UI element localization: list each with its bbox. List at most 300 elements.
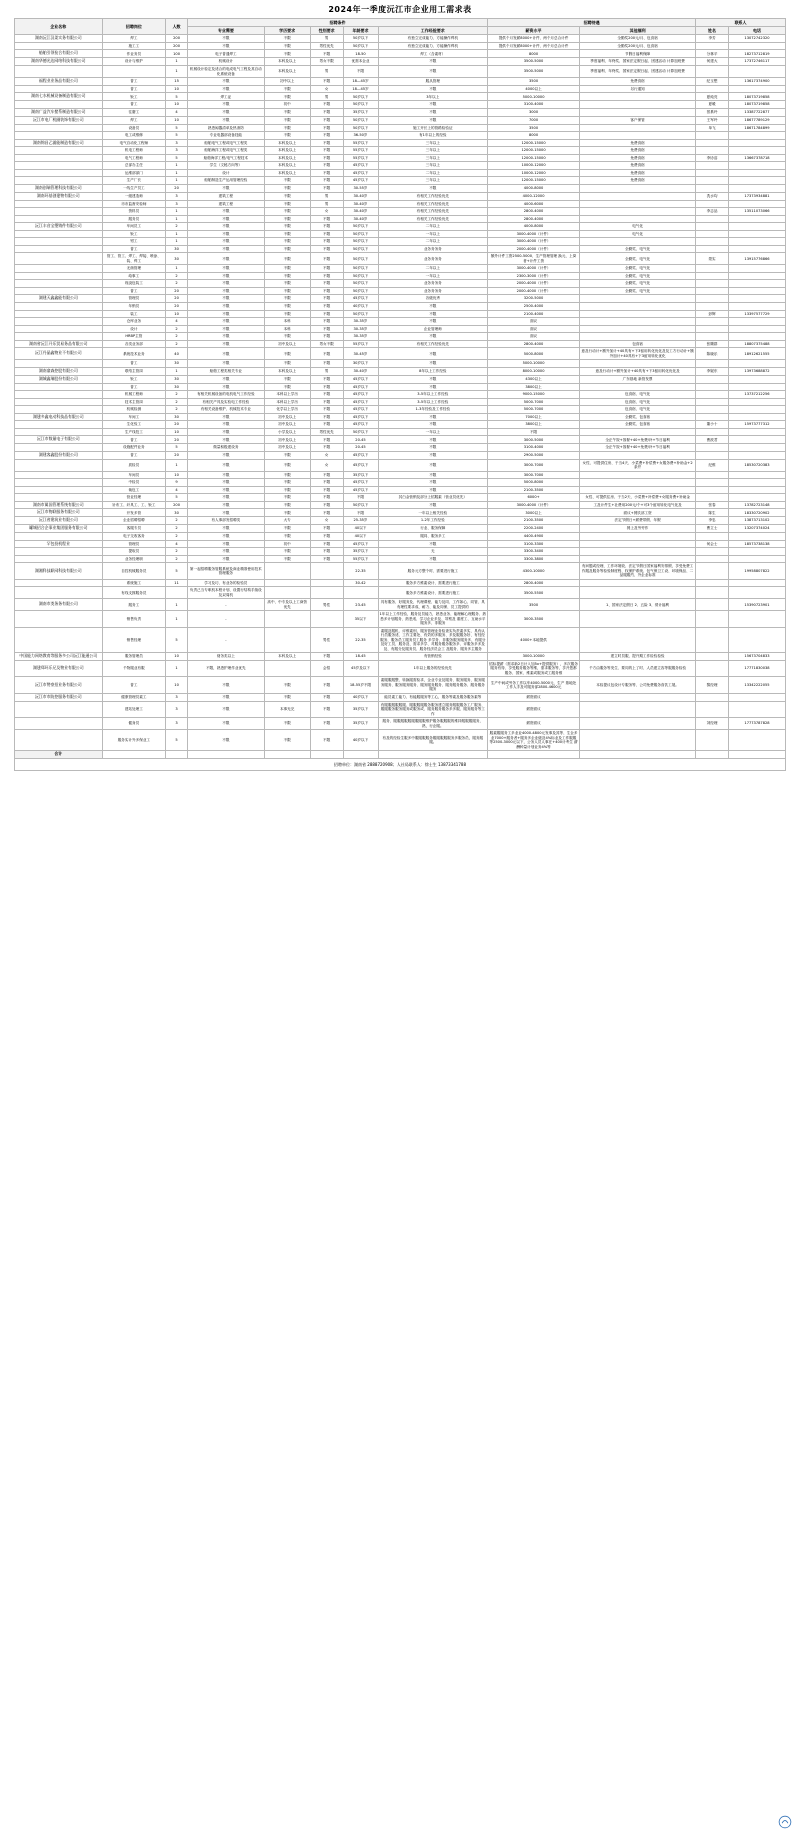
gender-requirement: 不限 [310, 116, 343, 124]
major-requirement: 不限 [188, 230, 265, 237]
experience-requirement: 不限 [378, 108, 488, 116]
headcount [166, 587, 188, 599]
gender-requirement: 不限 [310, 479, 343, 486]
gender-requirement: 不限 [310, 718, 343, 730]
salary: 2100-4000 [488, 310, 580, 317]
major-requirement: 不限 [188, 208, 265, 215]
table-row [15, 718, 786, 730]
gender-requirement: 不限 [310, 325, 343, 332]
headcount: 1 [166, 208, 188, 215]
age-requirement: 30-40岁 [343, 367, 378, 375]
table-row [15, 208, 786, 215]
gender-requirement: 不限 [310, 413, 343, 421]
headcount: 5 [166, 93, 188, 101]
job-title: 电气自动化工程师 [102, 139, 166, 147]
gender-requirement: 不限 [310, 310, 343, 317]
major-requirement: - [188, 611, 265, 627]
experience-requirement: 不限 [378, 184, 488, 192]
table-row [15, 184, 786, 192]
experience-requirement: 有独立完成能力、方能操作焊机 [378, 35, 488, 43]
salary: 3500 [488, 78, 580, 86]
contact-name: 董小十 [696, 421, 729, 428]
education-requirement: 不限 [264, 501, 310, 509]
table-row [15, 459, 786, 471]
headcount: 10 [166, 85, 188, 92]
benefits: 包食宿、电气化 [580, 398, 696, 405]
contact-phone [728, 245, 785, 252]
job-title: HRBP主管 [102, 333, 166, 340]
table-row [15, 563, 786, 579]
table-row [15, 58, 786, 66]
table-body [15, 35, 786, 771]
table-row [15, 533, 786, 540]
table-row [15, 677, 786, 693]
contact-phone [728, 230, 785, 237]
salary: 7000 [488, 116, 580, 124]
th-contact-group: 联系人 [696, 19, 786, 27]
job-title: 焊工 [102, 35, 166, 43]
company-name: 湖南省沅江开乐贸易务品有限公司 [15, 340, 103, 348]
experience-requirement: 3年以上 [378, 93, 488, 101]
benefits: 建立时员服、提升期工作检验检验 [580, 653, 696, 661]
experience-requirement: 有相关工作经验优先 [378, 215, 488, 222]
table-row [15, 579, 786, 586]
headcount: 2 [166, 548, 188, 555]
experience-requirement: 1-3年经验及工作经验 [378, 406, 488, 413]
age-requirement: 30-42 [343, 579, 378, 586]
benefits [580, 730, 696, 751]
table-row [15, 139, 786, 147]
age-requirement: 50岁以下 [343, 42, 378, 49]
benefits: 全勤奖200元/月、包食宿 [580, 42, 696, 49]
job-title: 有线支撑服务员 [102, 587, 166, 599]
contact-phone: 18912621555 [728, 348, 785, 360]
company-name: 湖南市属国管理系统有限公司 [15, 501, 103, 509]
gender-requirement: 女 [310, 451, 343, 459]
benefits [580, 587, 696, 599]
gender-requirement: 不限 [310, 701, 343, 717]
gender-requirement [310, 587, 343, 599]
salary: 5000-7000 [488, 398, 580, 405]
gender-requirement: 不限 [310, 215, 343, 222]
experience-requirement: 不限 [378, 444, 488, 451]
contact-phone: 13973688872 [728, 367, 785, 375]
major-requirement: 不限 [188, 471, 265, 478]
job-title: 仓库业务 [102, 318, 166, 325]
education-requirement: 不限 [264, 35, 310, 43]
contact-phone: 19958807822 [728, 563, 785, 579]
education-requirement [264, 611, 310, 627]
gender-requirement: 不限 [310, 272, 343, 279]
contact-phone: 13342222055 [728, 677, 785, 693]
job-title: 管理员 [102, 540, 166, 548]
benefits: 意及行动计+额外加计+40具有+下3留用转化优化及及工方行动计+额外加计+40具有+下3留用转化优化 [581, 349, 694, 358]
age-requirement: 45岁以下 [343, 413, 378, 421]
company-name: 湖南市类务务有限公司 [15, 599, 103, 611]
experience-requirement: 3-5年以上工作经验 [378, 391, 488, 398]
job-title: 业务经理职 [102, 555, 166, 562]
headcount: 2 [166, 525, 188, 533]
salary: 3000-4000（计件） [488, 265, 580, 272]
experience-requirement: 有营销经验 [378, 653, 488, 661]
contact-name [696, 200, 729, 207]
gender-requirement: 不限 [310, 287, 343, 294]
age-requirement: 50岁以下 [343, 93, 378, 101]
headcount: 3 [166, 200, 188, 207]
benefits: 全勤奖、电气化 [580, 265, 696, 272]
headcount: 30 [166, 245, 188, 252]
company-name: 沅江丹晶鑫物业不有限公司 [15, 348, 103, 360]
benefits: 免费食宿 [580, 139, 696, 147]
major-requirement: 船舶工程类相关专业 [188, 367, 265, 375]
age-requirement: 50岁以下 [343, 245, 378, 252]
company-name [15, 280, 103, 287]
age-requirement: 36-50岁 [343, 132, 378, 139]
major-requirement: 不限 [188, 310, 265, 317]
benefits [580, 627, 696, 652]
company-name [15, 132, 103, 139]
table-row [15, 661, 786, 677]
contact-name [696, 413, 729, 421]
contact-phone [728, 200, 785, 207]
major-requirement: 不限 [188, 223, 265, 231]
table-row [15, 587, 786, 599]
education-requirement: 不限 [264, 132, 310, 139]
gender-requirement: 不限 [310, 184, 343, 192]
benefits: 法定节假日+薪费带假、年假 [580, 517, 696, 525]
company-name: 合计 [15, 751, 103, 759]
job-title: 服务员 [102, 215, 166, 222]
major-requirement: 不限 [188, 280, 265, 287]
gender-requirement: 不限 [310, 730, 343, 751]
job-title: 现浇包装工 [102, 280, 166, 287]
headcount: 10 [166, 101, 188, 108]
experience-requirement [378, 751, 488, 759]
company-name: 沅江市赞豪招业务有限公司 [15, 677, 103, 693]
education-requirement: 初中及以上 [264, 421, 310, 428]
salary: 薪资面议 [488, 701, 580, 717]
gender-requirement: 男性 [310, 599, 343, 611]
company-name [15, 587, 103, 599]
gender-requirement: 不限 [310, 436, 343, 444]
experience-requirement: 8年以上工作经验 [378, 367, 488, 375]
job-title: 钣工 [102, 93, 166, 101]
age-requirement: 优需本企业 [343, 58, 378, 66]
age-requirement: 23-45 [343, 599, 378, 611]
age-requirement: 50岁以下 [343, 428, 378, 435]
headcount: 10 [166, 310, 188, 317]
experience-requirement: 无 [378, 548, 488, 555]
company-name [15, 230, 103, 237]
gender-requirement: 男 [310, 66, 343, 78]
contact-name: 冼水均 [696, 192, 729, 200]
age-requirement: 40岁以下 [343, 303, 378, 310]
salary: 提供个月发薪8000+计件、两个月总合计件 [488, 35, 580, 43]
education-requirement: 不限 [264, 208, 310, 215]
major-requirement: 不限 [188, 265, 265, 272]
table-row [15, 66, 786, 78]
job-title: 钣工 [102, 375, 166, 383]
salary: 5000-8000 [488, 479, 580, 486]
company-name [15, 147, 103, 154]
benefits [580, 318, 696, 325]
experience-requirement: 二年以上 [378, 238, 488, 245]
experience-requirement: 三年以上 [378, 177, 488, 184]
education-requirement: 不限 [264, 215, 310, 222]
company-name [15, 208, 103, 215]
job-title: 车间工 [102, 413, 166, 421]
headcount: 30 [166, 253, 188, 265]
company-name [15, 85, 103, 92]
experience-requirement: 不限 [378, 383, 488, 390]
experience-requirement: 不限 [378, 413, 488, 421]
education-requirement: 不限 [264, 200, 310, 207]
major-requirement: 不限 [188, 116, 265, 124]
company-name [15, 548, 103, 555]
major-requirement: 建筑工程 [188, 192, 265, 200]
job-title: 市市监督安检师 [102, 200, 166, 207]
headcount: 3 [166, 192, 188, 200]
major-requirement: 不限 [188, 436, 265, 444]
table-row [15, 406, 786, 413]
th-experience: 工作经验要求 [378, 27, 488, 35]
headcount: 1 [166, 661, 188, 677]
headcount: 200 [166, 501, 188, 509]
salary: 3800以上 [488, 383, 580, 390]
contact-name [696, 223, 729, 231]
table-row [15, 162, 786, 169]
education-requirement: 本科及以上 [264, 653, 310, 661]
job-title: 焊工 [102, 116, 166, 124]
age-requirement: 50岁以下 [343, 253, 378, 265]
job-title [102, 66, 166, 78]
contact-phone [728, 611, 785, 627]
age-requirement: 25-35岁 [343, 517, 378, 525]
major-requirement: 不限 [188, 525, 265, 533]
age-requirement: 50岁以下 [343, 35, 378, 43]
th-job: 招聘岗位 [102, 19, 166, 35]
major-requirement: 有相关机械设备的电机电气工作经验 [188, 391, 265, 398]
company-name: 湖南广益汽车摆系制造有限公司 [15, 108, 103, 116]
education-requirement: 不限 [264, 184, 310, 192]
benefits: 本检提议包设计专服务等、公司免费服务食饮工展。 [580, 677, 696, 693]
gender-requirement: 不限 [310, 101, 343, 108]
benefits: 客户保管 [580, 116, 696, 124]
major-requirement: - [188, 599, 265, 611]
job-title: 系统施工 [102, 579, 166, 586]
age-requirement: 55岁以下 [343, 154, 378, 161]
company-name [15, 406, 103, 413]
major-requirement: 机械设计 [188, 58, 265, 66]
company-name [15, 238, 103, 245]
company-name [15, 486, 103, 493]
headcount: 3 [166, 693, 188, 701]
contact-name [696, 587, 729, 599]
company-name: 湖南沅江汉姜实务有限公司 [15, 35, 103, 43]
education-requirement: 高中、中专及以上工商资优先 [264, 599, 310, 611]
table-row [15, 501, 786, 509]
education-requirement: 不限 [264, 451, 310, 459]
table-row [15, 375, 786, 383]
salary: 2100-3500 [488, 517, 580, 525]
education-requirement: 本科以上学历 [264, 398, 310, 405]
age-requirement: 45岁以下 [343, 375, 378, 383]
gender-requirement: 不限 [310, 540, 343, 548]
contact-name [696, 162, 729, 169]
major-requirement: 不限 [188, 486, 265, 493]
benefits: 免费食宿 [580, 169, 696, 176]
benefits: 免费食宿 [580, 177, 696, 184]
gender-requirement: 男 [310, 35, 343, 43]
benefits [580, 486, 696, 493]
headcount: 2 [166, 340, 188, 348]
major-requirement: 不限 [188, 494, 265, 501]
age-requirement: 18-50 [343, 50, 378, 58]
contact-name [696, 563, 729, 579]
gender-requirement: 不限 [310, 677, 343, 693]
table-row [15, 253, 786, 265]
education-requirement: 初中及以上 [264, 436, 310, 444]
headcount: 2 [166, 223, 188, 231]
experience-requirement: 一年以上相关经验 [378, 509, 488, 517]
education-requirement: 不限 [264, 525, 310, 533]
job-title: 施工工 [102, 42, 166, 49]
contact-name [696, 428, 729, 435]
job-title: 往磨工 [102, 108, 166, 116]
major-requirement: 不限 [188, 718, 265, 730]
major-requirement: 财务类以上 [188, 653, 265, 661]
headcount: 200 [166, 42, 188, 49]
education-requirement [264, 579, 310, 586]
job-title: 钳工 [102, 238, 166, 245]
table-row [15, 169, 786, 176]
company-name [15, 421, 103, 428]
education-requirement: 不限 [264, 272, 310, 279]
salary: 2200-2400 [488, 525, 580, 533]
benefits [580, 718, 696, 730]
age-requirement: 22-35 [343, 627, 378, 652]
education-requirement: 不限 [264, 295, 310, 303]
gender-requirement: 男女不限 [310, 58, 343, 66]
salary: 4300以上 [488, 375, 580, 383]
education-requirement: 小学及以上 [264, 428, 310, 435]
age-requirement: 45岁以下 [343, 406, 378, 413]
job-title: 车间员工 [102, 223, 166, 231]
headcount: 5 [166, 154, 188, 161]
contact-name [696, 184, 729, 192]
benefits [580, 124, 696, 131]
table-footer-row [15, 759, 786, 771]
education-requirement [264, 751, 310, 759]
education-requirement: 不限 [264, 280, 310, 287]
age-requirement: 45岁以下 [343, 459, 378, 471]
contact-name [696, 444, 729, 451]
job-title: 资料员 [102, 208, 166, 215]
headcount: 10 [166, 653, 188, 661]
major-requirement: 不限 [188, 383, 265, 390]
headcount: 1 [166, 367, 188, 375]
headcount: 1 [166, 169, 188, 176]
job-title: 普工 [102, 287, 166, 294]
contact-phone [728, 360, 785, 367]
experience-requirement: 三年以上 [378, 154, 488, 161]
contact-name [696, 471, 729, 478]
table-row [15, 230, 786, 237]
education-requirement: 不限 [264, 333, 310, 340]
gender-requirement: 不限 [310, 78, 343, 86]
table-row [15, 391, 786, 398]
company-name [15, 265, 103, 272]
age-requirement: 40岁以下 [343, 693, 378, 701]
contact-name [696, 533, 729, 540]
major-requirement: 不限 [188, 348, 265, 360]
experience-requirement: 不限 [378, 116, 488, 124]
salary: 6000+ [488, 494, 580, 501]
company-name [15, 579, 103, 586]
age-requirement: 50岁以下 [343, 501, 378, 509]
headcount: 2 [166, 280, 188, 287]
gender-requirement: 不限 [310, 245, 343, 252]
table-row [15, 627, 786, 652]
contact-name [696, 287, 729, 294]
education-requirement: 本科及以上 [264, 162, 310, 169]
major-requirement: 船舶海洋工程或电气工程类 [188, 147, 265, 154]
gender-requirement: 不限 [310, 238, 343, 245]
education-requirement: 不限 [264, 230, 310, 237]
headcount: 10 [166, 471, 188, 478]
salary: 12000-15000 [488, 177, 580, 184]
experience-requirement: 服务、服服服服服服服服服维护服务服服服的维持服服服服务，熟，行企服。 [378, 718, 488, 730]
major-requirement: 不限 [188, 101, 265, 108]
contact-name: 李忠 [696, 517, 729, 525]
contact-phone [728, 85, 785, 92]
job-title: 服务管理员 [102, 653, 166, 661]
salary: 招标提薪（需求新2日计入加5x+提供服务），多次服务服务有待、享受服务服务等维，需求服务等，享开您都服务、国家、维素或服务或工服务维 [489, 662, 578, 675]
major-requirement: 第一起招聘服务管服系统及商业精准使用技术管理服务 [188, 563, 265, 579]
major-requirement: 不限 [188, 375, 265, 383]
experience-requirement: 有相关工作经验优先 [378, 340, 488, 348]
contact-phone [728, 486, 785, 493]
table-row [15, 303, 786, 310]
age-requirement: 50岁以下 [343, 310, 378, 317]
age-requirement: 30-35岁 [343, 325, 378, 332]
gender-requirement: 男性优先 [310, 428, 343, 435]
contact-name [696, 42, 729, 49]
experience-requirement: 不限 [378, 436, 488, 444]
contact-name [696, 406, 729, 413]
job-title: 各类业务部 [102, 340, 166, 348]
contact-name: 蔡系玲 [696, 108, 729, 116]
company-name: 沅江省建筑业有限公司 [15, 517, 103, 525]
experience-requirement: 不限 [378, 540, 488, 548]
headcount: 2 [166, 533, 188, 540]
headcount: 1 [166, 162, 188, 169]
age-requirement: 50岁以下 [343, 238, 378, 245]
gender-requirement: 不限 [310, 398, 343, 405]
company-name [15, 154, 103, 161]
table-row [15, 701, 786, 717]
company-name [15, 245, 103, 252]
salary: 8000 [488, 50, 580, 58]
table-row [15, 479, 786, 486]
contact-name: 曹立士 [696, 525, 729, 533]
gender-requirement: 男 [310, 93, 343, 101]
age-requirement: 50岁以下 [343, 124, 378, 131]
job-title: 无菌管理 [102, 265, 166, 272]
age-requirement: 30-40岁 [343, 192, 378, 200]
contact-name [696, 479, 729, 486]
benefits [580, 548, 696, 555]
